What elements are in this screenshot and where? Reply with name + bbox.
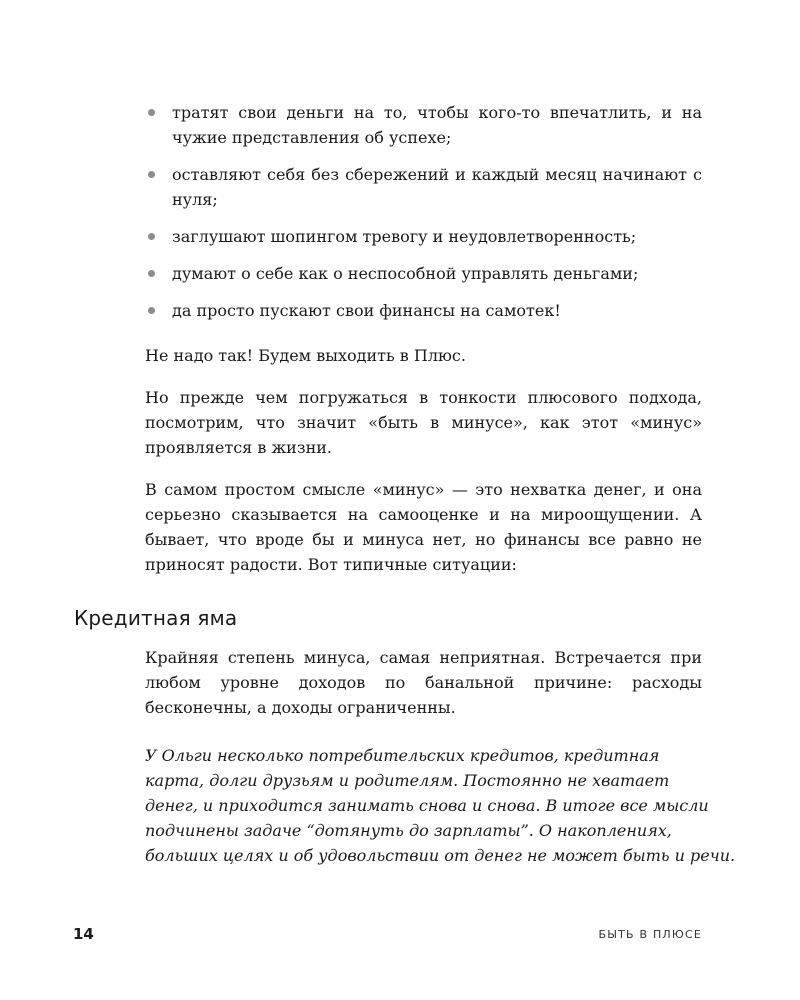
quote-line: карта, долги друзьям и родителям. Постоянно не хватает xyxy=(145,771,670,790)
paragraph: В самом простом смысле «минус» — это нехватка денег, и она серьезно сказывается на самооценке и на мироощущении. А бывает, что вроде бы и минуса нет, но финансы все равно не приносят радости. Вот типичные ситуации: xyxy=(145,480,702,574)
example-quote xyxy=(145,743,736,868)
quote-line: денег, и приходится занимать снова и снова. В итоге все мысли xyxy=(145,796,709,815)
bullet-list xyxy=(145,100,702,335)
section-heading: Кредитная яма xyxy=(74,606,238,630)
bullet-item: да просто пускают свои финансы на самотек! xyxy=(145,298,702,323)
paragraph: Но прежде чем погружаться в тонкости плюсового подхода, посмотрим, что значит «быть в минусе», как этот «минус» проявляется в жизни. xyxy=(145,388,702,457)
quote-line: У Ольги несколько потребительских кредитов, кредитная xyxy=(145,746,660,765)
quote-line: больших целях и об удовольствии от денег не может быть и речи. xyxy=(145,846,736,865)
bullet-dot-icon xyxy=(148,171,155,178)
bullet-item: оставляют себя без сбережений и каждый месяц начинают с нуля; xyxy=(145,162,702,212)
bullet-item: заглушают шопингом тревогу и неудовлетворенность; xyxy=(145,224,702,249)
bullet-dot-icon xyxy=(148,307,155,314)
bullet-dot-icon xyxy=(148,270,155,277)
running-title: БЫТЬ В ПЛЮСЕ xyxy=(598,928,702,941)
quote-line: подчинены задаче “дотянуть до зарплаты”. О накоплениях, xyxy=(145,821,672,840)
bullet-dot-icon xyxy=(148,109,155,116)
paragraph: Не надо так! Будем выходить в Плюс. xyxy=(145,346,466,365)
page-number: 14 xyxy=(73,925,94,943)
bullet-item: тратят свои деньги на то, чтобы кого-то впечатлить, и на чужие представления об успехе; xyxy=(145,100,702,150)
bullet-dot-icon xyxy=(148,233,155,240)
bullet-item: думают о себе как о неспособной управлять деньгами; xyxy=(145,261,702,286)
section-paragraph: Крайняя степень минуса, самая неприятная. Встречается при любом уровне доходов по банальной причине: расходы бесконечны, а доходы ограниченны. xyxy=(145,648,702,717)
